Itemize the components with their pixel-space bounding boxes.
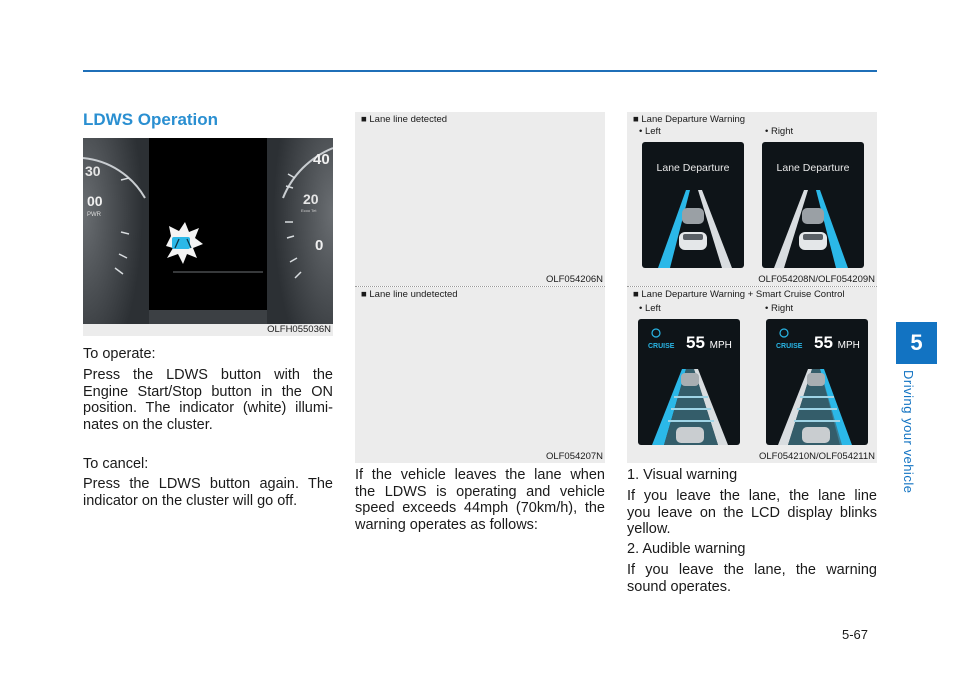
figure-code: OLF054210N/OLF054211N: [758, 451, 875, 462]
figure-code: OLF054208N/OLF054209N: [758, 274, 875, 285]
gauge-number: 40: [313, 151, 330, 168]
warning-intro-text: [355, 467, 605, 533]
cluster-lcd: [149, 138, 267, 310]
section-heading: LDWS Operation: [83, 110, 219, 129]
visual-warning-title: 1. Visual warning: [627, 467, 738, 483]
text-line: Press the LDWS button with the: [83, 367, 333, 383]
audible-warning-text: [627, 562, 877, 595]
text-line: If the vehicle leaves the lane when: [355, 467, 605, 483]
to-operate-text: [83, 367, 333, 433]
visual-warning-text: [627, 488, 877, 538]
cruise-label: CRUISE: [776, 343, 803, 350]
gauge-label: PWR: [87, 212, 101, 218]
text-line: If you leave the lane, the warning: [627, 562, 877, 578]
right-label: • Right: [765, 303, 794, 314]
figure-ldw-smart-cruise: [627, 287, 877, 463]
cruise-icon: [652, 329, 660, 337]
lcd-cruise-screen-right: [766, 319, 868, 445]
gauge-number: 00: [87, 193, 103, 209]
to-cancel-text: [83, 476, 333, 509]
cruise-icon: [780, 329, 788, 337]
speed-value: 55: [814, 333, 833, 352]
chapter-tab: [896, 322, 937, 364]
figure-code: OLF054207N: [545, 451, 603, 462]
to-operate-label: To operate:: [83, 346, 156, 362]
lane-graphic-right: [762, 142, 864, 268]
screen-title: Lane Departure: [776, 162, 850, 174]
figure-code: OLF054206N: [545, 274, 603, 285]
text-line: yellow.: [627, 521, 671, 537]
text-line: sound operates.: [627, 578, 731, 595]
chapter-title-vertical: [900, 370, 920, 500]
text-line: Press the LDWS button again. The: [83, 476, 333, 492]
text-line: nates on the cluster.: [83, 416, 213, 433]
lane-cruise-graphic-left: [638, 319, 740, 445]
text-line: warning operates as follows:: [355, 516, 538, 533]
figure-caption: ■ Lane line detected: [361, 114, 448, 125]
cruise-label: CRUISE: [648, 343, 675, 350]
to-cancel-label: To cancel:: [83, 456, 149, 472]
cluster-figure: [83, 138, 333, 336]
left-label: • Left: [639, 126, 661, 137]
gauge-label: Ecoo Tet: [301, 208, 317, 213]
lcd-screen-right: [762, 142, 864, 268]
gauge-number: 20: [303, 191, 319, 207]
text-line: Engine Start/Stop button in the ON: [83, 383, 333, 400]
screen-title: Lane Departure: [656, 162, 730, 174]
chapter-number: 5: [910, 330, 923, 355]
chapter-title: Driving your vehicle: [901, 370, 916, 494]
audible-warning-title: 2. Audible warning: [627, 541, 746, 557]
figure-lane-departure-warning: [627, 112, 877, 286]
lcd-cruise-screen-left: [638, 319, 740, 445]
page-number: 5-67: [842, 627, 869, 642]
left-label: • Left: [639, 303, 661, 314]
figure-caption: ■ Lane Departure Warning: [633, 114, 746, 125]
gauge-number: 0: [315, 237, 324, 254]
text-line: position. The indicator (white) illumi-: [83, 400, 333, 416]
figure-caption: ■ Lane line undetected: [361, 289, 458, 300]
text-line: speed exceeds 44mph (70km/h), the: [355, 500, 605, 516]
lane-graphic-left: [642, 142, 744, 268]
text-line: the LDWS is operating and vehicle: [355, 483, 605, 500]
speed-value: 55: [686, 333, 705, 352]
figure-code: OLFH055036N: [267, 324, 331, 335]
lcd-screen-left: [642, 142, 744, 268]
lane-cruise-graphic-right: [766, 319, 868, 445]
text-line: indicator on the cluster will go off.: [83, 492, 298, 509]
speed-unit: MPH: [837, 340, 860, 351]
text-line: you leave on the LCD display blinks: [627, 504, 877, 521]
figure-caption: ■ Lane Departure Warning + Smart Cruise Control: [633, 289, 845, 300]
gauge-number: 30: [85, 163, 101, 179]
figure-lane-undetected: [355, 287, 605, 463]
speed-unit: MPH: [709, 340, 732, 351]
header-rule: [83, 70, 877, 72]
cluster-illustration: [83, 138, 333, 324]
figure-lane-detected: [355, 112, 605, 286]
text-line: If you leave the lane, the lane line: [627, 488, 877, 504]
right-label: • Right: [765, 126, 794, 137]
